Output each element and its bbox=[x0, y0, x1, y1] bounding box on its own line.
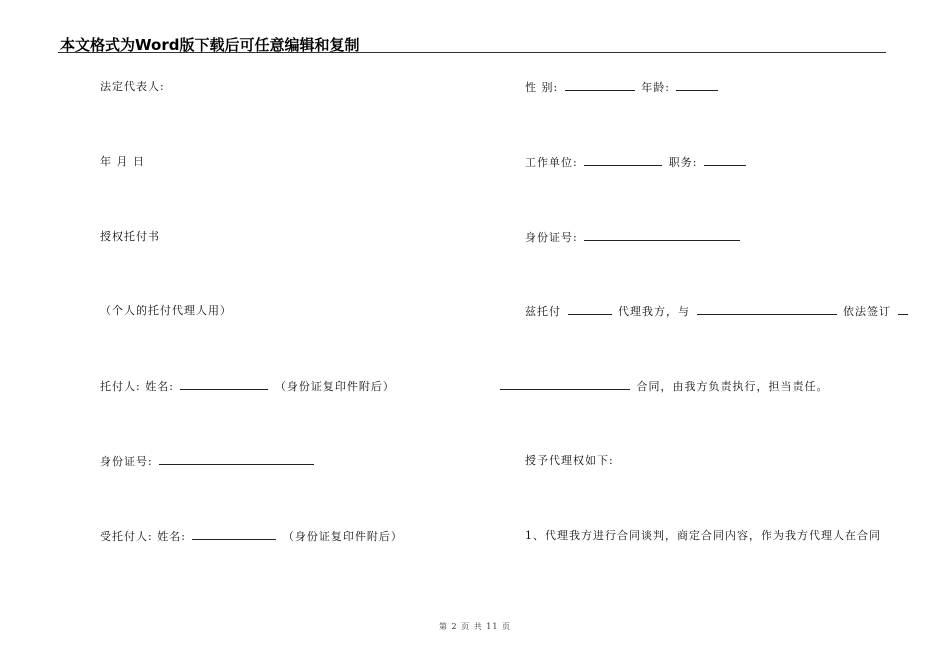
age-blank bbox=[676, 80, 718, 91]
agent-id-line bbox=[525, 230, 742, 245]
entrust-text-a: 兹托付 bbox=[525, 305, 561, 318]
gender-label: 性 别: bbox=[525, 81, 559, 94]
principal-id-copy-note: （身份证复印件附后） bbox=[274, 380, 395, 393]
entrust-line bbox=[525, 304, 910, 319]
authorization-item-1: 1、代理我方进行合同谈判，商定合同内容，作为我方代理人在合同 bbox=[525, 529, 881, 542]
principal-name-label: 托付人: 姓名: bbox=[100, 380, 174, 393]
principal-id-line bbox=[100, 454, 316, 469]
principal-id-label: 身份证号: bbox=[100, 455, 153, 468]
position-blank bbox=[704, 155, 746, 166]
agent-line bbox=[100, 529, 403, 544]
contract-name-blank bbox=[500, 379, 630, 390]
work-unit-blank bbox=[584, 155, 662, 166]
agent-id-blank bbox=[584, 230, 740, 241]
doc-title: 授权托付书 bbox=[100, 230, 160, 243]
work-unit-line bbox=[525, 155, 748, 170]
contract-line bbox=[498, 379, 829, 394]
page-number: 第 2 页 共 11 页 bbox=[439, 622, 511, 631]
counterparty-blank bbox=[697, 304, 837, 315]
date-line: 年 月 日 bbox=[100, 155, 145, 168]
position-label: 职务: bbox=[668, 156, 698, 169]
authorization-scope-title: 授予代理权如下: bbox=[525, 454, 614, 467]
contract-blank-start bbox=[898, 304, 908, 315]
age-label: 年龄: bbox=[641, 81, 670, 94]
legal-rep-label: 法定代表人: bbox=[100, 80, 165, 93]
gender-blank bbox=[565, 80, 635, 91]
header-divider bbox=[58, 52, 886, 53]
agent-name-blank bbox=[192, 529, 276, 540]
principal-id-blank bbox=[159, 454, 314, 465]
principal-line bbox=[100, 379, 395, 394]
agent-blank bbox=[568, 304, 612, 315]
principal-name-blank bbox=[180, 379, 268, 390]
agent-id-label: 身份证号: bbox=[525, 231, 578, 244]
contract-responsibility-text: 合同，由我方负责执行，担当责任。 bbox=[636, 380, 829, 393]
entrust-text-b: 代理我方，与 bbox=[618, 305, 690, 318]
entrust-text-c: 依法签订 bbox=[843, 305, 891, 318]
doc-subtitle: （个人的托付代理人用） bbox=[100, 304, 232, 317]
agent-id-copy-note: （身份证复印件附后） bbox=[282, 530, 403, 543]
agent-name-label: 受托付人: 姓名: bbox=[100, 530, 186, 543]
page-header-title: 本文格式为Word版下载后可任意编辑和复制 bbox=[60, 36, 360, 54]
gender-age-line bbox=[525, 80, 720, 95]
work-unit-label: 工作单位: bbox=[525, 156, 578, 169]
